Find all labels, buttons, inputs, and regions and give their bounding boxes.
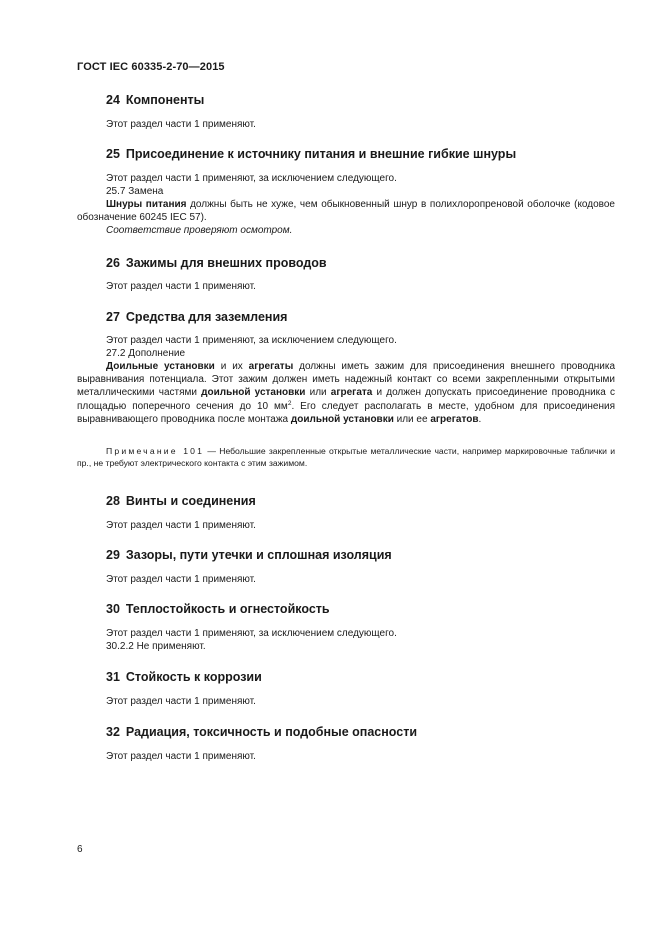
section-number: 27	[106, 310, 120, 324]
section-number: 24	[106, 93, 120, 107]
section-25-heading	[106, 147, 516, 161]
section-number: 30	[106, 602, 120, 616]
section-title: Стойкость к коррозии	[125, 670, 262, 684]
paragraph-text: .	[478, 413, 482, 425]
section-number: 28	[106, 494, 120, 508]
paragraph-text: должны быть не хуже, чем обыкновенный шнур в полихлоропреновой оболочке (кодовое обозначение 60245 IEC 57).	[77, 199, 615, 224]
subsection-30-2-2: 30.2.2 Не применяют.	[106, 641, 206, 652]
section-26-heading	[106, 256, 327, 270]
section-28-text: Этот раздел части 1 применяют.	[106, 520, 256, 531]
section-number: 29	[106, 548, 120, 562]
superscript: 2	[287, 399, 292, 407]
section-27-text: Этот раздел части 1 применяют, за исключением следующего.	[106, 335, 397, 346]
section-number: 26	[106, 256, 120, 270]
paragraph-text: . Его следует располагать в месте, удобном для присоединения выравнивающего проводника после монтажа	[77, 400, 615, 425]
section-title: Винты и соединения	[125, 494, 256, 508]
section-32-text: Этот раздел части 1 применяют.	[106, 751, 256, 762]
page-number: 6	[77, 844, 83, 855]
section-title: Средства для заземления	[125, 310, 288, 324]
note-label: Примечание 101	[106, 446, 205, 456]
note-101	[77, 446, 615, 469]
section-29-text: Этот раздел части 1 применяют.	[106, 574, 256, 585]
section-28-heading	[106, 494, 256, 508]
paragraph-text: и должен допускать присоединение проводника с площадью поперечного сечения до 10 мм	[77, 387, 615, 412]
section-title: Зазоры, пути утечки и сплошная изоляция	[125, 548, 392, 562]
section-number: 31	[106, 670, 120, 684]
paragraph-text: и их	[214, 361, 249, 372]
subsection-27-2: 27.2 Дополнение	[106, 348, 186, 359]
section-number: 25	[106, 147, 120, 161]
term-bold: агрегата	[330, 387, 373, 399]
term-bold: доильной установки	[201, 387, 306, 399]
section-number: 32	[106, 725, 120, 739]
term-bold: доильной установки	[290, 413, 394, 425]
section-27-paragraph	[77, 360, 615, 426]
section-25-paragraph	[77, 198, 615, 224]
paragraph-text: или	[305, 387, 331, 399]
paragraph-text: должны иметь зажим для присоединения внешнего проводника выравнивания потенциала. Этот зажим должен иметь надежный контакт со всеми закрепленными открытыми металлическими частями	[77, 361, 616, 399]
document-header: ГОСТ IEC 60335-2-70—2015	[77, 61, 225, 73]
section-30-heading	[106, 602, 330, 616]
section-26-text: Этот раздел части 1 применяют.	[106, 281, 256, 292]
section-title: Компоненты	[125, 93, 205, 107]
subsection-25-7: 25.7 Замена	[106, 186, 164, 197]
term-bold: Доильные установки	[106, 361, 215, 372]
section-31-text: Этот раздел части 1 применяют.	[106, 696, 256, 707]
term-bold: Шнуры питания	[106, 199, 187, 210]
paragraph-text: или ее	[393, 413, 431, 425]
section-title: Присоединение к источнику питания и внешние гибкие шнуры	[125, 147, 517, 161]
section-24-heading	[106, 93, 204, 107]
compliance-check: Соответствие проверяют осмотром.	[106, 225, 293, 236]
section-title: Зажимы для внешних проводов	[125, 256, 327, 270]
section-25-text: Этот раздел части 1 применяют, за исключением следующего.	[106, 173, 397, 184]
term-bold: агрегаты	[248, 361, 294, 372]
section-24-text: Этот раздел части 1 применяют.	[106, 119, 256, 130]
section-title: Радиация, токсичность и подобные опасности	[125, 725, 418, 739]
section-27-heading	[106, 310, 287, 324]
section-title: Теплостойкость и огнестойкость	[125, 602, 330, 616]
section-32-heading	[106, 725, 417, 739]
section-30-text: Этот раздел части 1 применяют, за исключением следующего.	[106, 628, 397, 639]
section-31-heading	[106, 670, 262, 684]
note-text: — Небольшие закрепленные открытые металлические части, например маркировочные таблички и пр., не требуют электрического контакта с этим зажимом.	[77, 446, 615, 468]
section-29-heading	[106, 548, 392, 562]
term-bold: агрегатов	[430, 413, 479, 425]
